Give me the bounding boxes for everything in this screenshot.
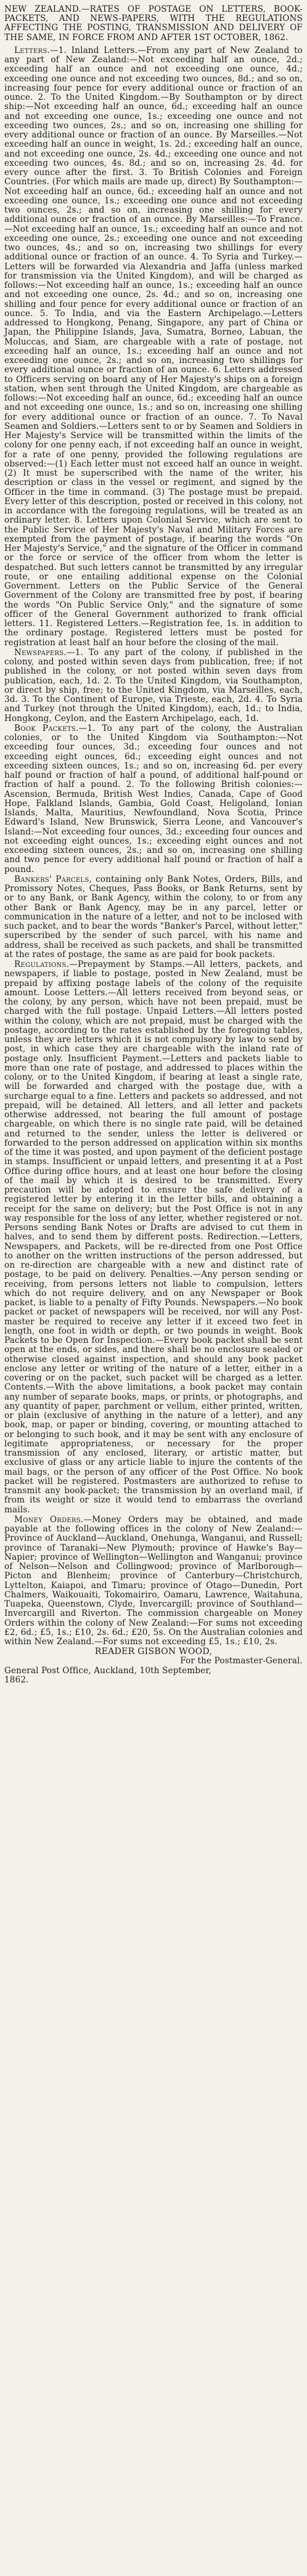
newspapers-body: —1. To any part of the colony, if published in the colony, and posted within seven days from publication, free; if not published in the colony, or not posted within seven days from publication, each, 1d. 2. To the United Kingdom, via Southampton, or direct by ship, free; to the United Kingdom, via Marseilles, each, 3d. 3. To the Continent of Europe, via Trieste, each, 2d. 4. To Syria and Turkey (not through the United Kingdom), each, 1d.; to India, Hongkong, Ceylon, and the Eastern Archipelago, each, 1d.	[4, 647, 303, 723]
money-orders-body: —Money Orders may be obtained, and made payable at the following offices in the colony of New Zealand:—Province of Auckland—Auckland, Onehunga, Wanganui, and Russell; province of Taranaki—New Plymouth; province of Hawke's Bay—Napier; province of Wellington—Wellington and Wanganui; province of Nelson—Nelson and Collingwood; province of Marlborough—Picton and Blenheim; province of Canterbury—Christchurch, Lyttelton, Kaiapoi, and Timaru; province of Otago—Dunedin, Port Chalmers, Waikouaiti, Tokomairiro, Oamaru, Lawrence, Waitahuna, Tuapeka, Queenstown, Clyde, Invercargill; province of Southland—Invercargill and Riverton. The commission chargeable on Money Orders within the colony of New Zealand:—For sums not exceeding £2, 6d.; £5, 1s.; £10, 2s. 6d.; £20, 5s. On the Australian colonies and within New Zealand.—For sums not exceeding £5, 1s.; £10, 2s.	[4, 1514, 303, 1647]
money-orders-section	[4, 1515, 303, 1647]
letters-body: —1. Inland Letters.—From any part of New Zealand to any part of New Zealand:—Not exceeding half an ounce, 2d.; exceeding half an ounce and not exceeding one ounce, 4d.; exceeding one ounce and not exceeding two ounces, 8d.; and so on, increasing four pence for every additional ounce or fraction of an ounce. 2. To the United Kingdom.—By Southampton or by direct ship:—Not exceeding half an ounce, 6d.; exceeding half an ounce and not exceeding one ounce, 1s.; exceeding one ounce and not exceeding two ounces, 2s.; and so on, increasing one shilling for every additional ounce or fraction of an ounce. By Marseilles.—Not exceeding half an ounce in weight, 1s. 2d.; exceeding half an ounce, and not exceeding one ounce, 2s. 4d.; exceeding one ounce and not exceeding two ounces, 4s. 8d.; and so on, increasing 2s. 4d. for every ounce after the first. 3. To British Colonies and Foreign Countries. (For which mails are made up, direct) By Southampton:—Not exceeding half an ounce, 6d.; exceeding half an ounce and not exceeding one ounce, 1s.; exceeding one ounce and not exceeding two ounces, 2s.; and so on, increasing one shilling for every additional ounce or fraction of an ounce. By Marseilles:—To France.—Not exceeding half an ounce, 1s.; exceeding half an ounce and not exceeding one ounce, 2s.; exceeding one ounce and not exceeding two ounces, 4s.; and so on, increasing two shillings for every additional ounce or fraction of an ounce. 4. To Syria and Turkey.—Letters will be forwarded via Alexandria and Jaffa (unless marked for transmission via the United Kingdom), and will be charged as follows:—Not exceeding half an ounce, 1s.; exceeding half an ounce and not exceeding one ounce, 2s. 4d.; and so on, increasing one shilling and four pence for every additional ounce or fraction of an ounce. 5. To India, and via the Eastern Archipelago.—Letters addressed to Hongkong, Penang, Singapore, any part of China or Japan, the Philippine Islands, Java, Sumatra, Borneo, Labuan, the Moluccas, and Siam, are chargeable with a rate of postage, not exceeding half an ounce, 1s.; exceeding half an ounce and not exceeding one ounce, 2s.; and so on, increasing two shillings for every additional ounce or fraction of an ounce. 6. Letters addressed to Officers serving on board any of Her Majesty's ships on a foreign station, when sent through the United Kingdom, are chargeable as follows:—Not exceeding half an ounce, 6d.; exceeding half an ounce and not exceeding one ounce, 1s.; and so on, increasing one shilling for every additional ounce or fraction of an ounce. 7. To Naval Seamen and Soldiers.—Letters sent to or by Seamen and Soldiers in Her Majesty's Service will be transmitted within the limits of the colony for one penny each, if not exceeding half an ounce in weight, for a rate of one penny, provided the following regulations are observed:—(1) Each letter must not exceed half an ounce in weight. (2) It must be superscribed with the name of the writer, his description or class in the vessel or regiment, and signed by the Officer in the time in command. (3) The postage must be prepaid. Every letter of this description, posted or received in this colony, not in accordance with the foregoing regulations, will be treated as an ordinary letter. 8. Letters upon Colonial Service, which are sent to the Public Service of Her Majesty's Naval and Military Forces are exempted from the payment of postage, if bearing the words "On Her Majesty's Service," and the signature of the Officer in command or the force or service of the officer from whom the letter is despatched. But such letters cannot be transmitted by any irregular route, or one entailing additional expense on the Colonial Government. Letters on the Public Service of the General Government of the Colony are transmitted free by post, if bearing the words "On Public Service Only," and the signature of some officer of the General Government authorized to frank official letters. 11. Registered Letters.—Registration fee, 1s. in addition to the ordinary postage. Registered letters must be posted for registration at least half an hour before the closing of the mail.	[4, 45, 303, 648]
bankers-parcels-body: containing only Bank Notes, Orders, Bills, and Promissory Notes, Cheques, Pass Books, or Bank Returns, sent by or to any Bank, or Bank Agency, within the colony, to or from any other Bank or Bank Agency, may be in any parcel, letter or communication in the nature of a letter, and not to be inclosed with such packet, and to bear the words "Banker's Parcel, without letter," superscribed by the sender of such parcel, with his name and address, shall be received as such packets, and shall be transmitted at the rates of postage, the same as are paid for book packets.	[4, 874, 303, 960]
regulations-section	[4, 960, 303, 1515]
signatory-name: READER GISBON WOOD,	[94, 1647, 213, 1657]
book-packets-section	[4, 724, 303, 874]
book-packets-lead: Book Packets.	[14, 723, 79, 733]
regulations-lead: Regulations.	[14, 960, 70, 970]
office-date-line: General Post Office, Auckland, 10th September,	[4, 1665, 211, 1676]
newspapers-lead: Newspapers.	[14, 647, 67, 658]
regulations-body: —Prepayment by Stamps.—All letters, packets, and newspapers, if liable to postage, posted in New Zealand, must be prepaid by affixing postage labels of the colony of the requisite amount. Loose Letters.—All letters received from beyond seas, or the colony, by any person, which have not been prepaid, must be charged with the full postage. Unpaid Letters.—All letters posted within the colony, which are not prepaid, must be charged with the postage, according to the rates established by the foregoing tables, unless they are letters which it is not compulsory by law to send by post, in which case they are chargeable with the inland rate of postage only. Insufficient Payment.—Letters and packets liable to more than one rate of postage, and addressed to places within the colony, or to the United Kingdom, if bearing at least a single rate, will be forwarded and charged with the postage due, with a surcharge equal to a fine. Letters and packets so addressed, and not prepaid, will be detained. All letters, and all letter and packets otherwise addressed, not bearing the full amount of postage chargeable, on which there is no single rate paid, will be detained and returned to the sender, unless the letter is delivered or forwarded to the person addressed on application within six months of the time it was posted, and upon payment of the deficient postage in stamps. Insufficient or unpaid letters, and presenting it at a Post Office during office hours, and at least one hour before the closing of the mail by which it is desired to be transmitted. Every precaution will be adopted to ensure the safe delivery of a registered letter by entering it in the letter bills, and obtaining a receipt for the same on delivery; but the Post Office is not in any way responsible for the loss of any letter, whether registered or not. Persons sending Bank Notes or Drafts are advised to cut them in halves, and to send them by different posts. Redirection.—Letters, Newspapers, and Packets, will be re-directed from one Post Office to another on the written instructions of the person addressed, but on re-direction are chargeable with a new and distinct rate of postage, to be paid on delivery. Penalties.—Any person sending or receiving, from persons letters not liable to compulsion, letters which do not require delivery, and on any Newspaper or Book packet, is liable to a penalty of Fifty Pounds. Newspapers.—No book packet or packet of newspapers will be received, nor will any Post-master be required to receive any letter if it exceed two feet in length, one foot in width or depth, or two pounds in weight. Book Packets to be Open for Inspection.—Every book packet shall be sent open at the ends, or sides, and there shall be no enclosure sealed or otherwise closed against inspection, and should any book packet enclose any letter or writing of the nature of a letter, either in a covering or on the packet, such packet will be charged as a letter. Contents.—With the above limitations, a book packet may contain any number of separate books, maps, or prints, or photographs, and any quantity of paper, parchment or vellum, either printed, written, or plain (exclusive of anything in the nature of a letter), and any book, map, or paper or binding, covering, or mounting attached to or belonging to such book, and it may be sent with any enclosure of legitimate appropriateness, or necessary for the proper transmission of any enclosed, literary, or artistic matter, but exclusive of glass or any article liable to injure the contents of the mail bags, or the person of any officer of the Post Office. No book packet will be registered. Postmasters are authorized to refuse to transmit any book-packet; the transmission by an overland mail, if from its weight or size it would tend to embarrass the overland mails.	[4, 960, 303, 1515]
year-line: 1862.	[4, 1674, 29, 1685]
article-headline: NEW ZEALAND.—RATES OF POSTAGE ON LETTERS, BOOK-PACKETS, AND NEWS-PAPERS, WITH THE REGULATIONS AFFECTING THE POSTING, TRANSMISSION AND DELIVERY OF THE SAME, IN FORCE FROM AND AFTER 1ST OCTOBER, 1862.	[4, 4, 303, 43]
money-orders-lead: Money Orders.	[14, 1514, 84, 1525]
bankers-parcels-lead: Bankers' Parcels,	[14, 874, 92, 884]
signatory-title: For the Postmaster-General.	[180, 1656, 303, 1666]
bankers-parcels-section	[4, 875, 303, 960]
letters-section	[4, 46, 303, 648]
book-packets-body: —1. To any part of the colony, the Australian colonies, or to the United Kingdom via Southampton:—Not exceeding four ounces, 3d.; exceeding four ounces and not exceeding eight ounces, 6d.; exceeding eight ounces and not exceeding sixteen ounces, 1s.; and so on, increasing 6d. per every half pound or fraction of half a pound, of additional half-pound or fraction of half a pound. 2. To the following British colonies:—Ascension, Bermuda, British West Indies, Canada, Cape of Good Hope, Falkland Islands, Gambia, Gold Coast, Heligoland, Ionian Islands, Malta, Mauritius, Newfoundland, Nova Scotia, Prince Edward's Island, New Brunswick, Sierra Leone, and Vancouver's Island:—Not exceeding four ounces, 3d.; exceeding four ounces and not exceeding eight ounces, 1s.; exceeding eight ounces and not exceeding sixteen ounces, 2s.; and so on, increasing one shilling and two pence for every additional half pound or fraction of half a pound.	[4, 723, 303, 874]
newspapers-section	[4, 648, 303, 723]
letters-lead: Letters.	[14, 45, 51, 55]
